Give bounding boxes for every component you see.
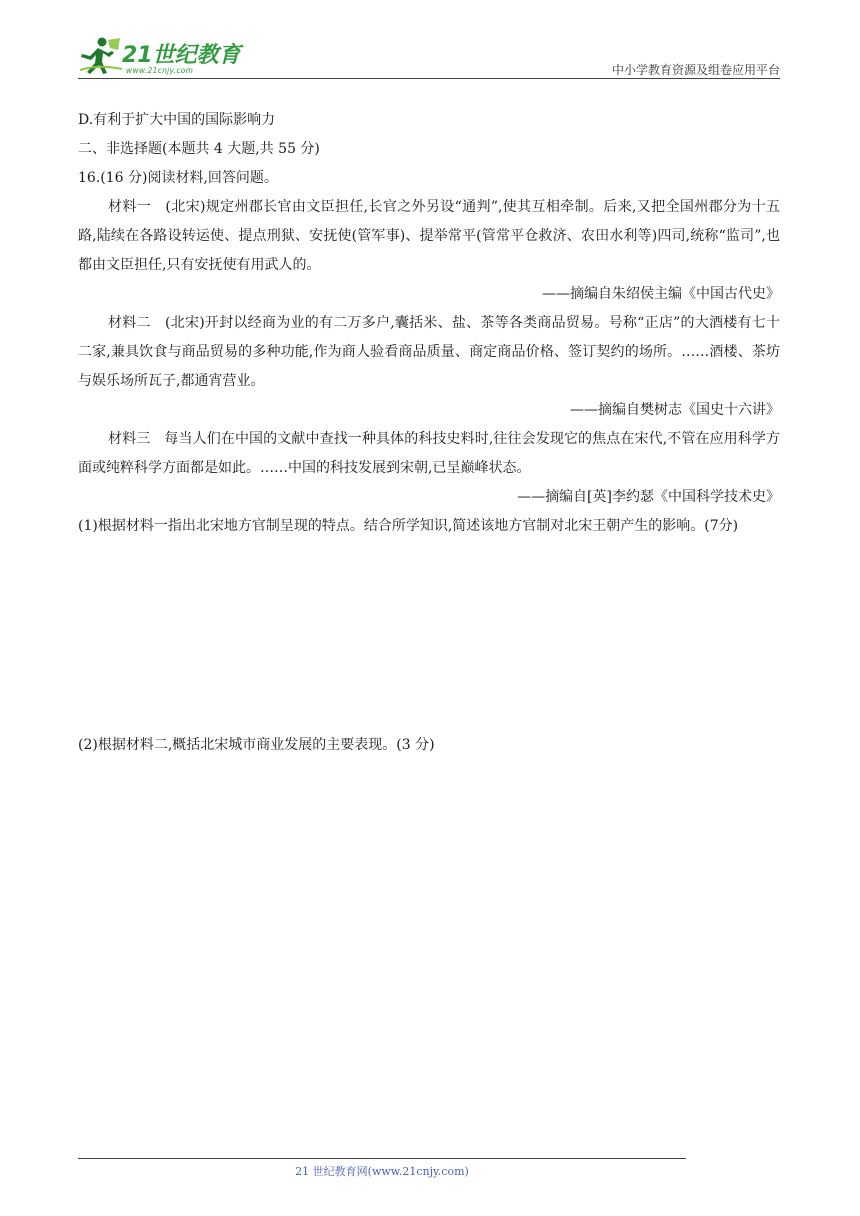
- logo-url: www.21cnjy.com: [126, 66, 194, 75]
- site-logo[interactable]: [78, 36, 248, 76]
- question-2: (2)根据材料二,概括北宋城市商业发展的主要表现。(3 分): [78, 737, 435, 753]
- material-3: 材料三 每当人们在中国的文献中查找一种具体的科技史料时,往往会发现它的焦点在宋代,不管在应用科学方面或纯粹科学方面都是如此。……中国的科技发展到宋朝,已呈巅峰状态。: [78, 431, 780, 476]
- footer-divider: [78, 1158, 686, 1159]
- option-d: D.有利于扩大中国的国际影响力: [78, 112, 276, 128]
- page-header: [78, 30, 780, 80]
- question-1: (1)根据材料一指出北宋地方官制呈现的特点。结合所学知识,简述该地方官制对北宋王朝产生的影响。(7分): [78, 518, 739, 534]
- question-16-intro: 16.(16 分)阅读材料,回答问题。: [78, 170, 278, 186]
- material-1-source: ——摘编自朱绍侯主编《中国古代史》: [542, 286, 780, 302]
- runner-logo-icon: [78, 36, 122, 76]
- footer-text[interactable]: 21 世纪教育网(www.21cnjy.com): [295, 1165, 469, 1178]
- platform-name: 中小学教育资源及组卷应用平台: [611, 63, 780, 77]
- material-3-source: ——摘编自[英]李约瑟《中国科学技术史》: [517, 489, 780, 505]
- section-title: 二、非选择题(本题共 4 大题,共 55 分): [78, 141, 320, 157]
- material-2: 材料二 (北宋)开封以经商为业的有二万多户,囊括米、盐、茶等各类商品贸易。号称“正店”的大酒楼有七十二家,兼具饮食与商品贸易的多种功能,作为商人验看商品质量、商定商品价格、签订契约的场所。……酒楼、茶坊与娱乐场所瓦子,都通宵营业。: [78, 315, 780, 389]
- header-divider: [78, 78, 780, 79]
- material-1: 材料一 (北宋)规定州郡长官由文臣担任,长官之外另设“通判”,使其互相牵制。后来,又把全国州郡分为十五路,陆续在各路设转运使、提点刑狱、安抚使(管军事)、提举常平(管常平仓救济、农田水利等)四司,统称“监司”,也都由文臣担任,只有安抚使有用武人的。: [78, 199, 780, 273]
- logo-text: 21世纪教育: [122, 43, 241, 68]
- material-2-source: ——摘编自樊树志《国史十六讲》: [570, 402, 780, 418]
- document-body: [78, 106, 780, 760]
- answer-space-1[interactable]: [78, 541, 780, 731]
